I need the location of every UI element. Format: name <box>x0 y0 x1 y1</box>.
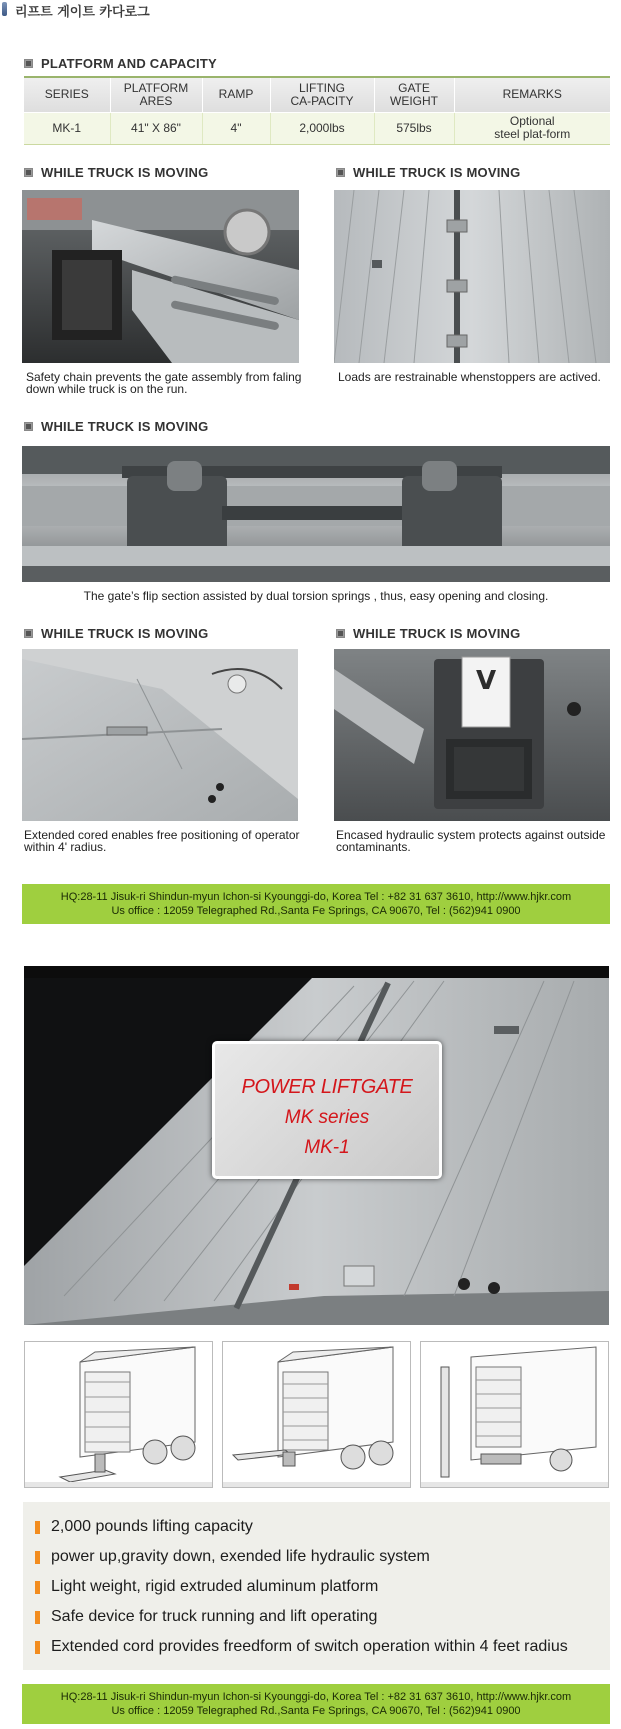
platform-section-heading: PLATFORM AND CAPACITY <box>24 56 324 72</box>
spec-cell: MK-1 <box>24 112 110 144</box>
section-heading-cord: WHILE TRUCK IS MOVING <box>24 626 304 642</box>
hydraulic-system-photo <box>334 649 610 821</box>
spec-cell: Optional steel plat-form <box>454 112 610 144</box>
orange-bullet-icon <box>35 1641 40 1654</box>
caption-torsion: The gate’s flip section assisted by dual torsion springs , thus, easy opening and closing. <box>83 589 549 603</box>
spec-col-header: LIFTING CA-PACITY <box>270 77 374 112</box>
spec-col-header: REMARKS <box>454 77 610 112</box>
orange-bullet-icon <box>35 1611 40 1624</box>
spec-col-header: RAMP <box>202 77 270 112</box>
caption-safety-chain: Safety chain prevents the gate assembly from faling down while truck is on the run. <box>26 370 302 396</box>
spec-cell: 41" X 86" <box>110 112 202 144</box>
contact-hq: HQ:28-11 Jisuk-ri Shindun-myun Ichon-si Kyounggi-do, Korea Tel : +82 31 637 3610, http://www.hjkr.com <box>60 891 572 903</box>
spec-header-row <box>24 77 610 112</box>
spec-col-header: PLATFORM ARES <box>110 77 202 112</box>
spec-data-row <box>24 112 610 144</box>
section-heading-stoppers: WHILE TRUCK IS MOVING <box>336 165 616 181</box>
truck-diagram-platform-stowed <box>420 1341 609 1488</box>
extended-cord-photo <box>22 649 298 821</box>
sign-letter: V <box>475 666 497 696</box>
spec-col-header: GATE WEIGHT <box>374 77 454 112</box>
square-bullet-icon <box>24 168 33 177</box>
torsion-springs-photo <box>22 446 610 582</box>
page-header <box>0 0 621 22</box>
stoppers-photo <box>334 190 610 363</box>
square-bullet-icon <box>24 629 33 638</box>
caption-cord: Extended cored enables free positioning of operator within 4' radius. <box>24 828 300 854</box>
hero-title: POWER LIFTGATE <box>241 1076 413 1098</box>
contact-us-office: Us office : 12059 Telegraphed Rd.,Santa Fe Springs, CA 90670, Tel : (562)941 0900 <box>111 905 521 917</box>
caption-stoppers: Loads are restrainable whenstoppers are actived. <box>338 370 601 384</box>
spec-col-header: SERIES <box>24 77 110 112</box>
safety-chain-photo <box>22 190 299 363</box>
spec-cell: 575lbs <box>374 112 454 144</box>
contact-us-office: Us office : 12059 Telegraphed Rd.,Santa Fe Springs, CA 90670, Tel : (562)941 0900 <box>111 1705 521 1717</box>
spec-cell: 4" <box>202 112 270 144</box>
section-heading-torsion: WHILE TRUCK IS MOVING <box>24 419 324 435</box>
features-list: 2,000 pounds lifting capacity power up,gravity down, exended life hydraulic system Light weight, rigid extruded aluminum platform Safe device for truck running and lift operating Extended cord provides freedform of switch operation within 4 feet radius <box>23 1502 610 1670</box>
orange-bullet-icon <box>35 1551 40 1564</box>
page-title: 리프트 게이트 카다로그 <box>15 5 150 20</box>
contact-bar-top <box>22 884 610 924</box>
section-heading-hydraulic: WHILE TRUCK IS MOVING <box>336 626 616 642</box>
spec-cell: 2,000lbs <box>270 112 374 144</box>
truck-diagram-platform-level <box>222 1341 411 1488</box>
orange-bullet-icon <box>35 1521 40 1534</box>
contact-hq: HQ:28-11 Jisuk-ri Shindun-myun Ichon-si Kyounggi-do, Korea Tel : +82 31 637 3610, http://www.hjkr.com <box>60 1691 572 1703</box>
hero-series: MK series <box>284 1107 370 1128</box>
hero-model: MK-1 <box>304 1137 350 1158</box>
hero-title-box <box>212 1041 442 1179</box>
spec-table <box>24 76 610 145</box>
square-bullet-icon <box>24 422 33 431</box>
section-heading-chain: WHILE TRUCK IS MOVING <box>24 165 304 181</box>
caption-hydraulic: Encased hydraulic system protects against outside contaminants. <box>336 828 606 854</box>
orange-bullet-icon <box>35 1581 40 1594</box>
square-bullet-icon <box>336 168 345 177</box>
contact-bar-bottom <box>22 1684 610 1724</box>
truck-diagram-platform-down <box>24 1341 213 1488</box>
square-bullet-icon <box>24 59 33 68</box>
title-marker-icon <box>2 2 7 16</box>
square-bullet-icon <box>336 629 345 638</box>
